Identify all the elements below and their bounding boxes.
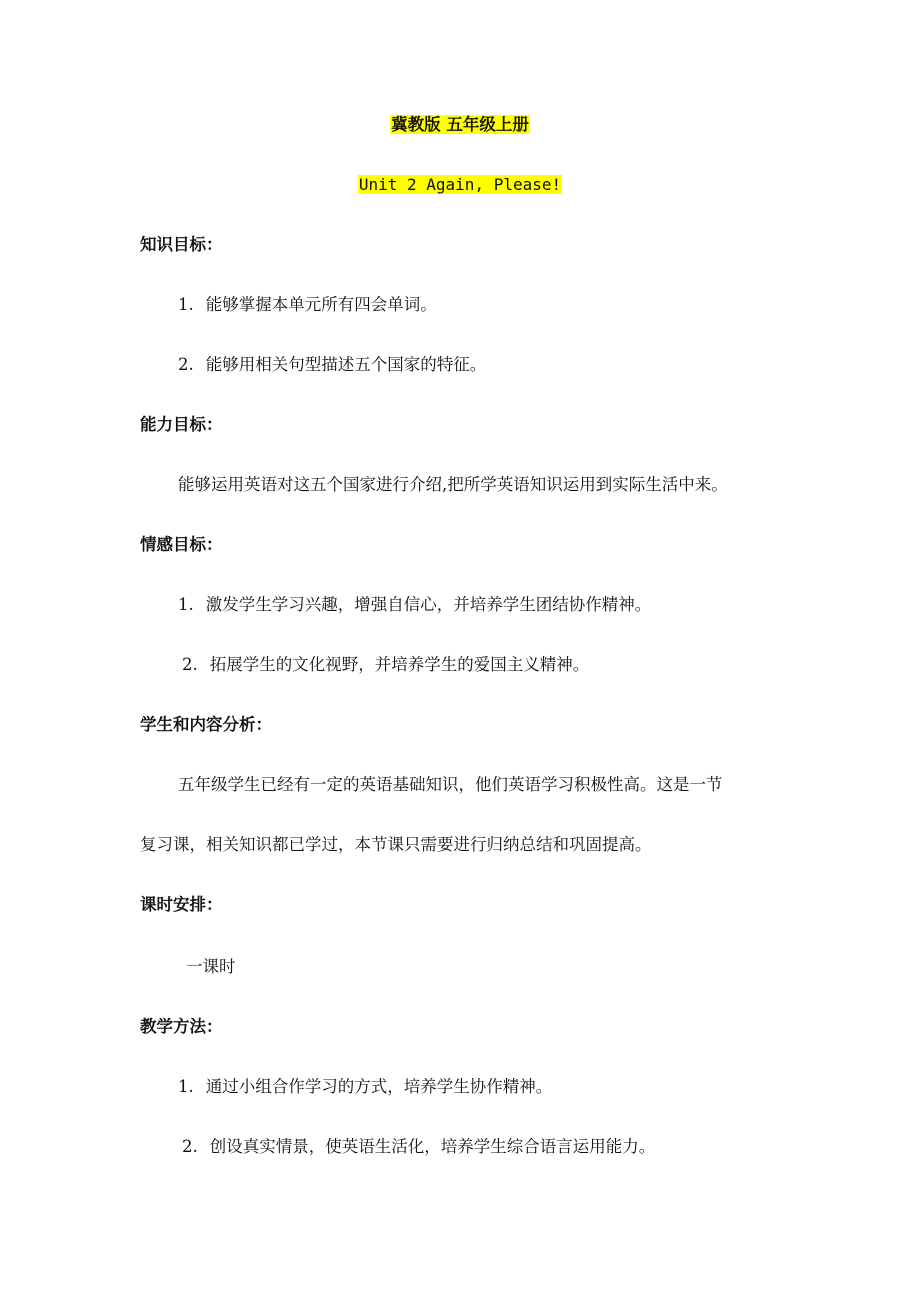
method-item-2 — [182, 1136, 655, 1158]
emotion-item-1 — [178, 594, 651, 616]
analysis-line-1: 五年级学生已经有一定的英语基础知识，他们英语学习积极性高。这是一节 — [178, 775, 723, 794]
list-text: 通过小组合作学习的方式，培养学生协作精神。 — [205, 1077, 553, 1096]
doc-title: 冀教版 五年级上册 — [391, 115, 529, 134]
emotion-item-2 — [182, 654, 589, 676]
doc-title-line — [0, 114, 920, 136]
knowledge-heading: 知识目标： — [140, 235, 223, 254]
method-heading: 教学方法： — [140, 1017, 223, 1036]
method-item-1 — [178, 1076, 552, 1098]
list-text: 能够掌握本单元所有四会单词。 — [205, 295, 437, 314]
list-number: 2. — [178, 355, 194, 374]
analysis-heading: 学生和内容分析： — [140, 715, 272, 734]
list-text: 拓展学生的文化视野，并培养学生的爱国主义精神。 — [209, 655, 590, 674]
analysis-line-2: 复习课，相关知识都已学过，本节课只需要进行归纳总结和巩固提高。 — [140, 835, 652, 854]
list-number: 1. — [178, 595, 194, 614]
list-number: 2. — [182, 655, 198, 674]
list-number: 2. — [182, 1137, 198, 1156]
schedule-heading: 课时安排： — [140, 895, 223, 914]
list-text: 创设真实情景，使英语生活化，培养学生综合语言运用能力。 — [209, 1137, 656, 1156]
schedule-text: 一课时 — [186, 957, 236, 976]
unit-title-line — [0, 174, 920, 196]
list-text: 能够用相关句型描述五个国家的特征。 — [205, 355, 487, 374]
knowledge-item-1 — [178, 294, 437, 316]
ability-heading: 能力目标： — [140, 415, 223, 434]
unit-title: Unit 2 Again, Please! — [358, 175, 562, 194]
list-number: 1. — [178, 1077, 194, 1096]
list-text: 激发学生学习兴趣，增强自信心，并培养学生团结协作精神。 — [205, 595, 652, 614]
knowledge-item-2 — [178, 354, 486, 376]
emotion-heading: 情感目标： — [140, 535, 223, 554]
ability-text: 能够运用英语对这五个国家进行介绍,把所学英语知识运用到实际生活中来。 — [178, 475, 728, 494]
list-number: 1. — [178, 295, 194, 314]
